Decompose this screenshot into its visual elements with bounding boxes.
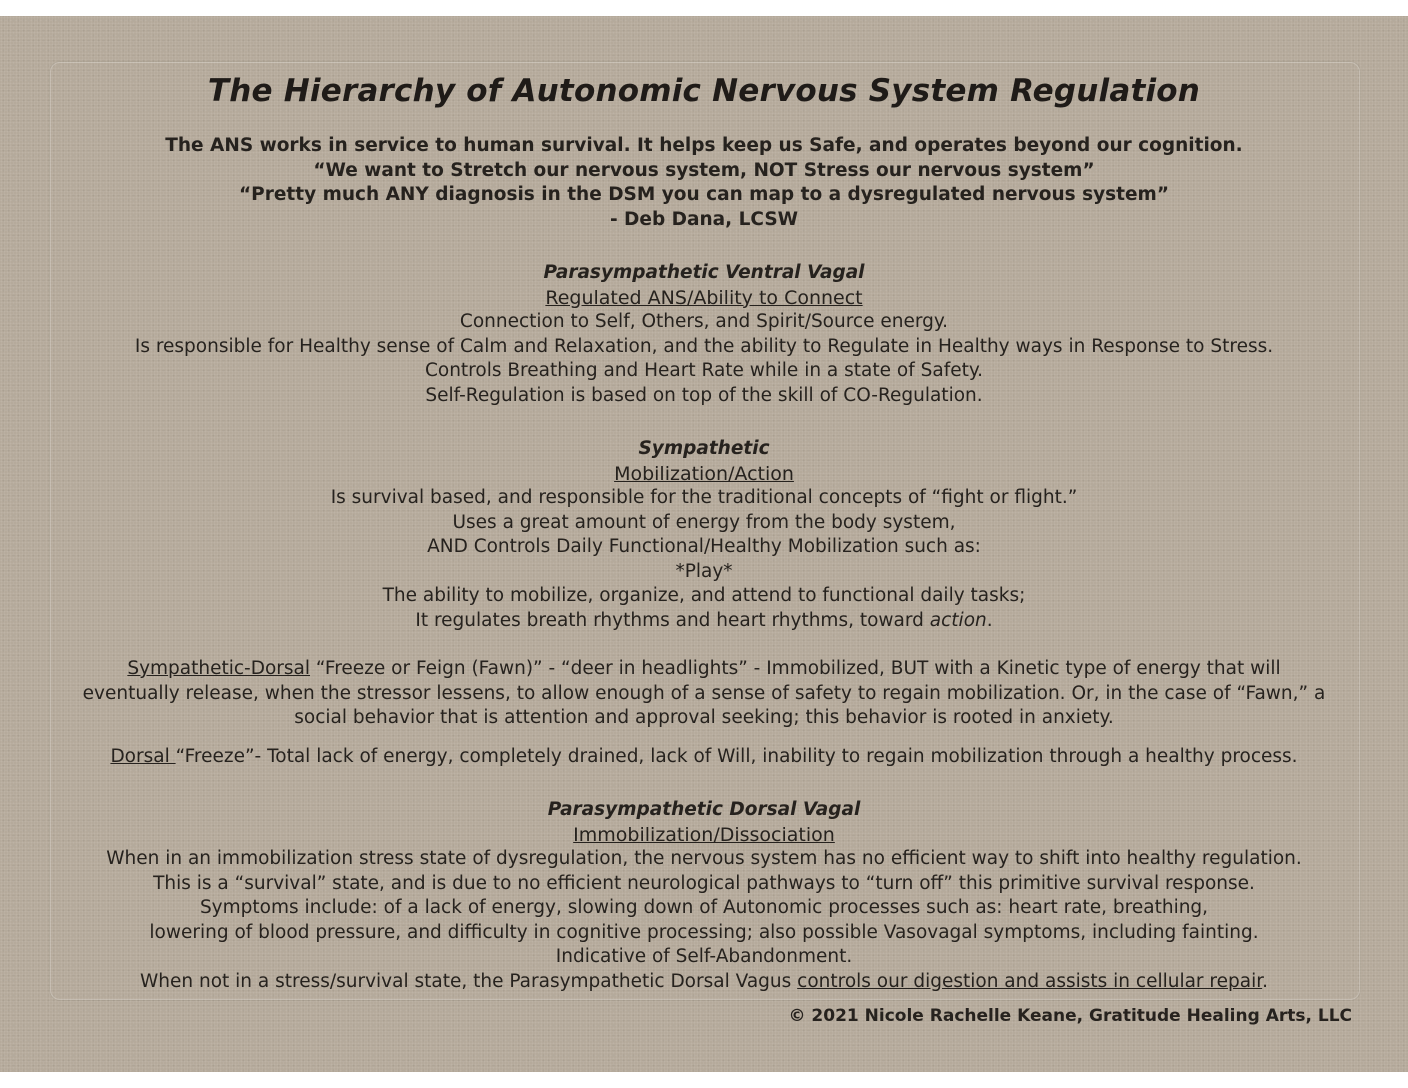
digestion-repair-link[interactable]: controls our digestion and assists in cellular repair — [797, 970, 1263, 992]
dorsal-text: “Freeze”- Total lack of energy, completely drained, lack of Will, inability to regain mobilization through a healthy process. — [175, 745, 1298, 767]
dorsal-vagal-line-last — [50, 970, 1358, 995]
sympathetic-line: The ability to mobilize, organize, and attend to functional daily tasks; — [382, 585, 1026, 606]
intro-line: The ANS works in service to human survival. It helps keep us Safe, and operates beyond our cognition. — [165, 135, 1243, 156]
section-subtitle-dorsal-vagal: Immobilization/Dissociation — [573, 823, 835, 846]
sympathetic-line: Uses a great amount of energy from the body system, — [452, 511, 956, 533]
slide — [0, 16, 1408, 1072]
dorsal-vagal-line: Indicative of Self-Abandonment. — [555, 946, 853, 967]
dorsal-vagal-line: When in an immobilization stress state of dysregulation, the nervous system has no efficient way to shift into healthy regulation. — [106, 848, 1302, 869]
dorsal-vagal-last-prefix: When not in a stress/survival state, the Parasympathetic Dorsal Vagus — [139, 970, 798, 992]
dorsal-term: Dorsal — [110, 745, 176, 767]
sympathetic-last-suffix: . — [986, 609, 993, 631]
page-title: The Hierarchy of Autonomic Nervous System Regulation — [207, 73, 1201, 109]
sympathetic-section — [50, 437, 1358, 633]
ventral-line: Connection to Self, Others, and Spirit/Source energy. — [459, 311, 949, 332]
section-title-sympathetic: Sympathetic — [638, 438, 770, 459]
ventral-vagal-section — [50, 261, 1358, 408]
dorsal-vagal-line: Symptoms include: of a lack of energy, slowing down of Autonomic processes such as: heart rate, breathing, — [199, 897, 1209, 918]
section-subtitle-ventral: Regulated ANS/Ability to Connect — [545, 286, 863, 309]
sympathetic-line: Is survival based, and responsible for the traditional concepts of “fight or flight.” — [330, 487, 1078, 508]
dorsal-vagal-line: This is a “survival” state, and is due to no efficient neurological pathways to “turn off” this primitive survival response. — [153, 872, 1255, 894]
sympathetic-line: *Play* — [675, 560, 733, 582]
sympathetic-line-last — [50, 609, 1358, 634]
section-title-dorsal-vagal: Parasympathetic Dorsal Vagal — [547, 799, 861, 820]
dorsal-vagal-line: lowering of blood pressure, and difficulty in cognitive processing; also possible Vasovagal symptoms, including fainting. — [149, 921, 1259, 943]
dorsal-vagal-section — [50, 798, 1358, 994]
intro-block — [50, 134, 1358, 232]
section-subtitle-sympathetic: Mobilization/Action — [614, 462, 794, 485]
dorsal-vagal-last-suffix: . — [1262, 970, 1269, 992]
sympathetic-dorsal-paragraph — [50, 657, 1358, 731]
sympathetic-last-prefix: It regulates breath rhythms and heart rhythms, toward — [415, 609, 930, 631]
sympathetic-dorsal-term: Sympathetic-Dorsal — [127, 658, 311, 679]
dorsal-paragraph — [50, 745, 1358, 770]
ventral-line: Controls Breathing and Heart Rate while in a state of Safety. — [424, 360, 984, 381]
intro-quote-1: “We want to Stretch our nervous system, NOT Stress our nervous system” — [313, 159, 1095, 181]
sympathetic-last-emphasis: action — [929, 609, 987, 631]
slide-content — [50, 66, 1358, 994]
copyright-notice: © 2021 Nicole Rachelle Keane, Gratitude Healing Arts, LLC — [788, 1006, 1352, 1026]
sympathetic-line: AND Controls Daily Functional/Healthy Mobilization such as: — [427, 536, 981, 557]
section-title-ventral: Parasympathetic Ventral Vagal — [543, 262, 865, 283]
ventral-line: Is responsible for Healthy sense of Calm and Relaxation, and the ability to Regulate in Healthy ways in Response to Stress. — [134, 335, 1274, 357]
intro-attribution: - Deb Dana, LCSW — [609, 208, 799, 230]
sympathetic-dorsal-text: “Freeze or Feign (Fawn)” - “deer in headlights” - Immobilized, BUT with a Kinetic type of energy that will eventually release, when the stressor lessens, to allow enough of a sense of safety to regain mobilization. Or, in the case of “Fawn,” a social behavior that is attention and approval seeking; this behavior is rooted in anxiety. — [82, 658, 1326, 728]
ventral-line: Self-Regulation is based on top of the skill of CO-Regulation. — [425, 384, 983, 406]
intro-quote-2: “Pretty much ANY diagnosis in the DSM you can map to a dysregulated nervous system” — [239, 184, 1169, 205]
